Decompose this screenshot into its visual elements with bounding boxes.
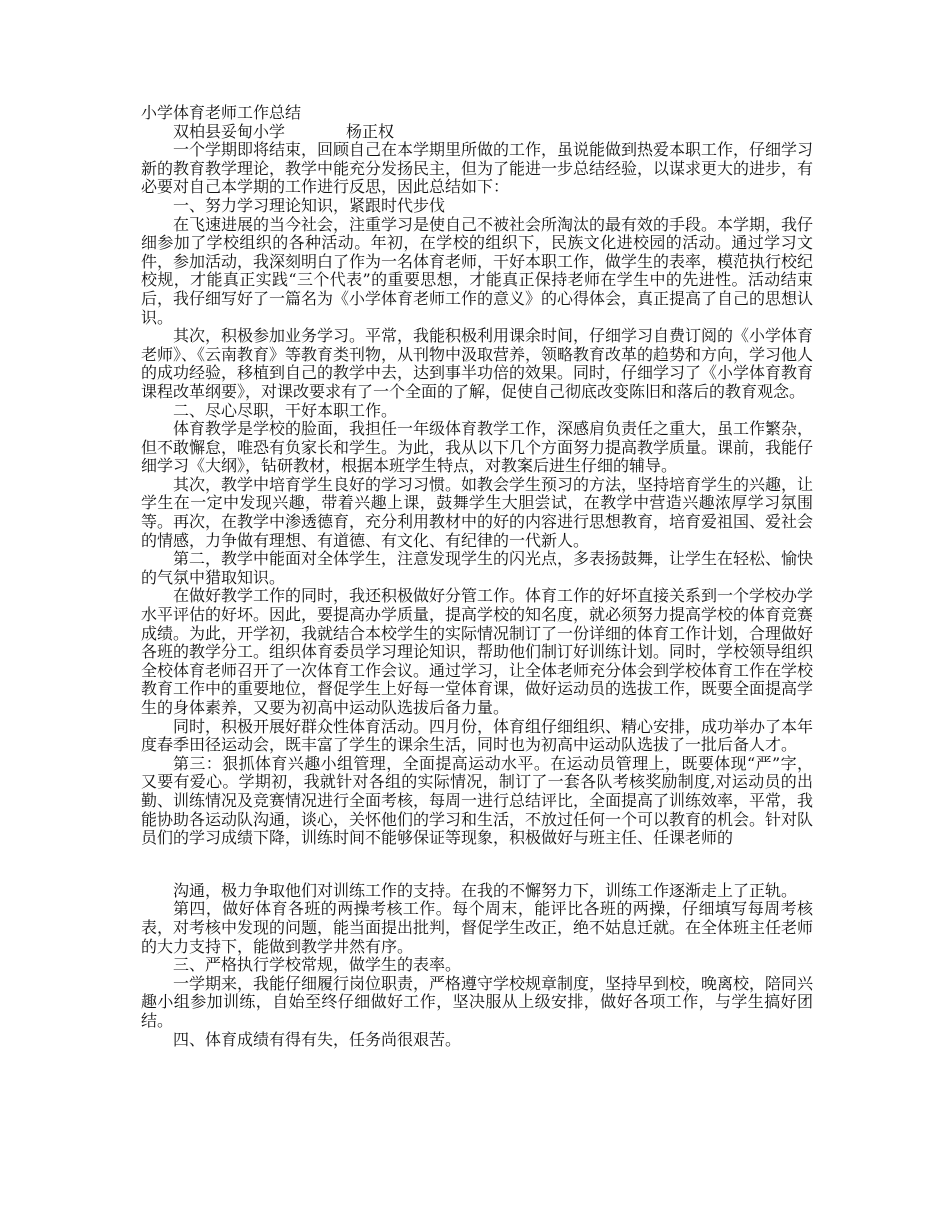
paragraph: 第四，做好体育各班的两操考核工作。每个周末，能评比各班的两操，仔细填写每周考核表，对考核中发现的问题，能当面提出批判，督促学生改正，绝不姑息迁就。在全体班主任老师的大力支持下，能做到教学井然有序。 xyxy=(141,899,814,956)
section-heading: 二、尽心尽职，干好本职工作。 xyxy=(173,400,398,420)
page-break-gap xyxy=(141,848,813,882)
paragraph: 一学期来，我能仔细履行岗位职责，严格遵守学校规章制度，坚持早到校，晚离校，陪同兴趣小组参加训练，自始至终仔细做好工作，坚决服从上级安排，做好各项工作，与学生搞好团结。 xyxy=(141,973,814,1030)
paragraph: 第二，教学中能面对全体学生，注意发现学生的闪光点，多表扬鼓舞，让学生在轻松、愉快的气氛中猎取知识。 xyxy=(141,549,814,587)
paragraph: 其次，教学中培育学生良好的学习习惯。如教会学生预习的方法，坚持培育学生的兴趣，让学生在一定中发现兴趣，带着兴趣上课，鼓舞学生大胆尝试，在教学中营造兴趣浓厚学习氛围等。再次，在教学中渗透德育，充分利用教材中的好的内容进行思想教育，培育爱祖国、爱社会的情感，力争做有理想、有道德、有文化、有纪律的一代新人。 xyxy=(141,474,814,550)
paragraph: 沟通，极力争取他们对训练工作的支持。在我的不懈努力下，训练工作逐渐走上了正轨。 xyxy=(173,880,798,900)
paragraph: 在做好教学工作的同时，我还积极做好分管工作。体育工作的好坏直接关系到一个学校办学水平评估的好坏。因此，要提高办学质量，提高学校的知名度，就必须努力提高学校的体育竞赛成绩。为此，开学初，我就结合本校学生的实际情况制订了一份详细的体育工作计划，合理做好各班的教学分工。组织体育委员学习理论知识，帮助他们制订好训练计划。同时，学校领导组织全校体育老师召开了一次体育工作会议。通过学习，让全体老师充分体会到学校体育工作在学校教育工作中的重要地位，督促学生上好每一堂体育课，做好运动员的选拔工作，既要全面提高学生的身体素养，又要为初高中运动队选拔后备力量。 xyxy=(141,586,814,717)
author-name: 杨正权 xyxy=(346,121,395,141)
section-heading: 一、努力学习理论知识，紧跟时代步伐 xyxy=(173,195,446,215)
paragraph: 一个学期即将结束，回顾自己在本学期里所做的工作，虽说能做到热爱本职工作，仔细学习新的教育教学理论，教学中能充分发扬民主，但为了能进一步总结经验，以谋求更大的进步，有必要对自己本学期的工作进行反思，因此总结如下： xyxy=(141,140,814,197)
document-body xyxy=(141,104,813,1049)
paragraph: 第三：狠抓体育兴趣小组管理，全面提高运动水平。在运动员管理上，既要体现“严”字，又要有爱心。学期初，我就针对各组的实际情况，制订了一套各队考核奖励制度,对运动员的出勤、训练情况及竞赛情况进行全面考核，每周一进行总结评比，全面提高了训练效率，平常，我能协助各运动队沟通，谈心，关怀他们的学习和生活，不放过任何一个可以教育的机会。针对队员们的学习成绩下降，训练时间不能够保证等现象，积极做好与班主任、任课老师的 xyxy=(141,753,814,848)
section-heading: 四、体育成绩有得有失，任务尚很艰苦。 xyxy=(173,1029,462,1049)
section-heading: 三、严格执行学校常规，做学生的表率。 xyxy=(173,955,462,975)
document-title: 小学体育老师工作总结 xyxy=(141,103,302,122)
paragraph: 其次，积极参加业务学习。平常，我能积极利用课余时间，仔细学习自费订阅的《小学体育老师》、《云南教育》等教育类刊物，从刊物中汲取营养，领略教育改革的趋势和方向，学习他人的成功经验，移植到自己的教学中去，达到事半功倍的效果。同时，仔细学习了《小学体育教育课程改革纲要》，对课改要求有了一个全面的了解，促使自己彻底改变陈旧和落后的教育观念。 xyxy=(141,326,814,401)
school-name: 双柏县妥甸小学 xyxy=(173,121,286,141)
paragraph: 体育教学是学校的脸面，我担任一年级体育教学工作，深感肩负责任之重大，虽工作繁杂，但不敢懈怠，唯恐有负家长和学生。为此，我从以下几个方面努力提高教学质量。课前，我能仔细学习《大纲》，钻研教材，根据本班学生特点，对教案后进生仔细的辅导。 xyxy=(141,419,814,476)
byline xyxy=(141,123,813,142)
paragraph: 同时，积极开展好群众性体育活动。四月份，体育组仔细组织、精心安排，成功举办了本年度春季田径运动会，既丰富了学生的课余生活，同时也为初高中运动队选拔了一批后备人才。 xyxy=(141,716,814,755)
paragraph: 在飞速进展的当今社会，注重学习是使自己不被社会所淘汰的最有效的手段。本学期，我仔细参加了学校组织的各种活动。年初，在学校的组织下，民族文化进校园的活动。通过学习文件，参加活动，我深刻明白了作为一名体育老师，干好本职工作，做学生的表率，模范执行校纪校规，才能真正实践“三个代表”的重要思想，才能真正保持老师在学生中的先进性。活动结束后，我仔细写好了一篇名为《小学体育老师工作的意义》的心得体会，真正提高了自己的思想认识。 xyxy=(141,214,814,327)
